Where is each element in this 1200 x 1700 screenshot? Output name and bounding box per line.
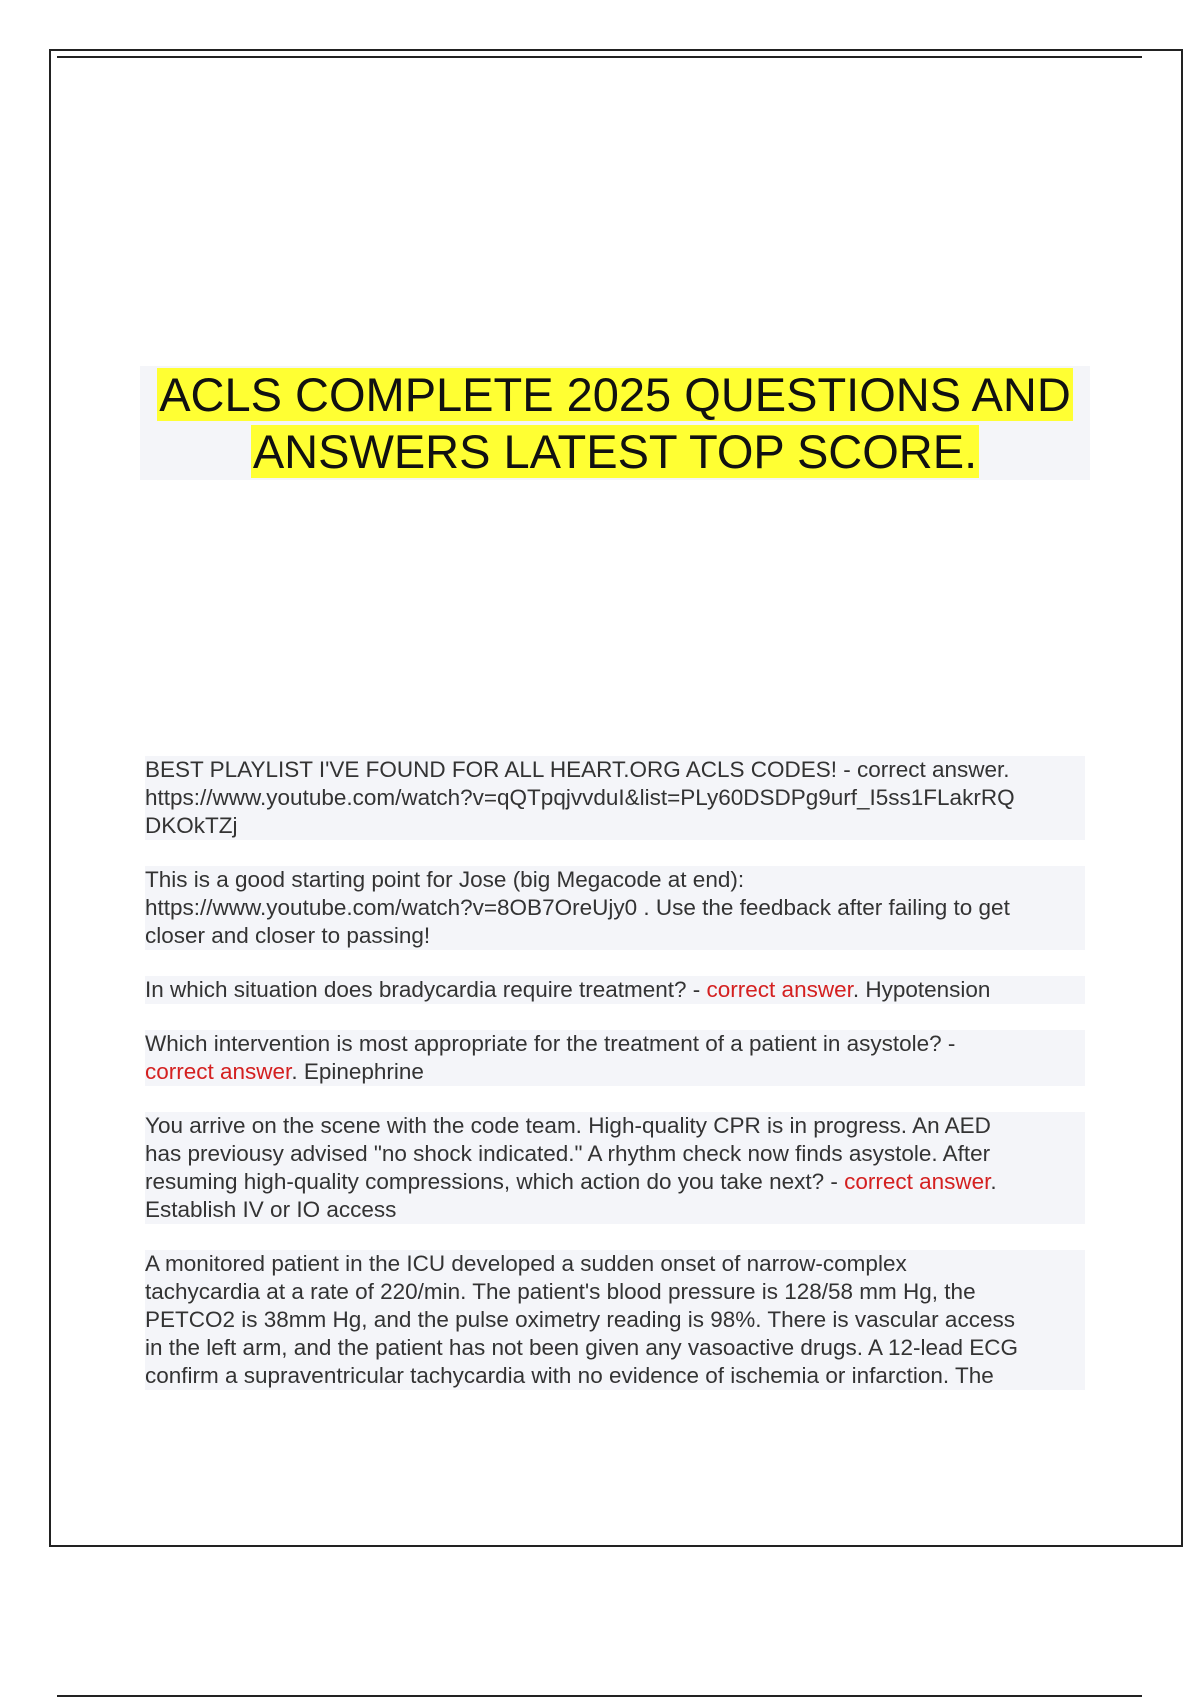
top-rule [57,56,1142,58]
entry-question-line [145,1168,1085,1196]
entry-text-line: A monitored patient in the ICU developed a sudden onset of narrow-complex [145,1251,907,1276]
qa-content [145,756,1085,1416]
entry-answer: Establish IV or IO access [145,1197,397,1222]
bottom-rule [57,1695,1142,1697]
entry-link: https://www.youtube.com/watch?v=qQTpqjvvduI&list=PLy60DSDPg9urf_I5ss1FLakrRQ [145,785,1015,810]
entry-question-line [145,976,1085,1004]
correct-answer-label: correct answer [145,1059,292,1084]
entry-text-line: PETCO2 is 38mm Hg, and the pulse oximetry reading is 98%. There is vascular access [145,1307,1015,1332]
entry-punctuation: . [990,1169,997,1194]
qa-entry-code-team [145,1112,1085,1224]
qa-entry-starting-point [145,866,1085,950]
entry-text-line: confirm a supraventricular tachycardia with no evidence of ischemia or infarction. The [145,1363,994,1388]
entry-text-line: You arrive on the scene with the code team. High-quality CPR is in progress. An AED [145,1113,991,1138]
entry-text-line: This is a good starting point for Jose (big Megacode at end): [145,867,745,892]
entry-answer: . Hypotension [852,977,991,1002]
entry-question: Which intervention is most appropriate for the treatment of a patient in asystole? - [145,1031,956,1056]
correct-answer-label: correct answer [844,1169,991,1194]
qa-entry-playlist [145,756,1085,840]
qa-entry-bradycardia [145,976,1085,1004]
qa-entry-icu-tachycardia [145,1250,1085,1390]
correct-answer-label: correct answer [706,977,853,1002]
entry-link-continued: DKOkTZj [145,813,238,838]
title-line-2: ANSWERS LATEST TOP SCORE. [252,425,978,478]
entry-text-line: in the left arm, and the patient has not been given any vasoactive drugs. A 12-lead ECG [145,1335,1019,1360]
entry-text-line: tachycardia at a rate of 220/min. The patient's blood pressure is 128/58 mm Hg, the [145,1279,976,1304]
document-title [140,366,1090,480]
entry-text-line: closer and closer to passing! [145,923,431,948]
entry-answer-line [145,1058,1085,1086]
entry-text-line: https://www.youtube.com/watch?v=8OB7OreUjy0 . Use the feedback after failing to get [145,895,1010,920]
entry-text-line: has previousy advised "no shock indicated." A rhythm check now finds asystole. After [145,1141,991,1166]
entry-question: resuming high-quality compressions, which action do you take next? - [145,1169,845,1194]
entry-answer: . Epinephrine [291,1059,424,1084]
title-line-1: ACLS COMPLETE 2025 QUESTIONS AND [159,368,1071,421]
entry-question: BEST PLAYLIST I'VE FOUND FOR ALL HEART.ORG ACLS CODES! - correct answer. [145,757,1010,782]
qa-entry-asystole [145,1030,1085,1086]
entry-question: In which situation does bradycardia require treatment? - [145,977,707,1002]
